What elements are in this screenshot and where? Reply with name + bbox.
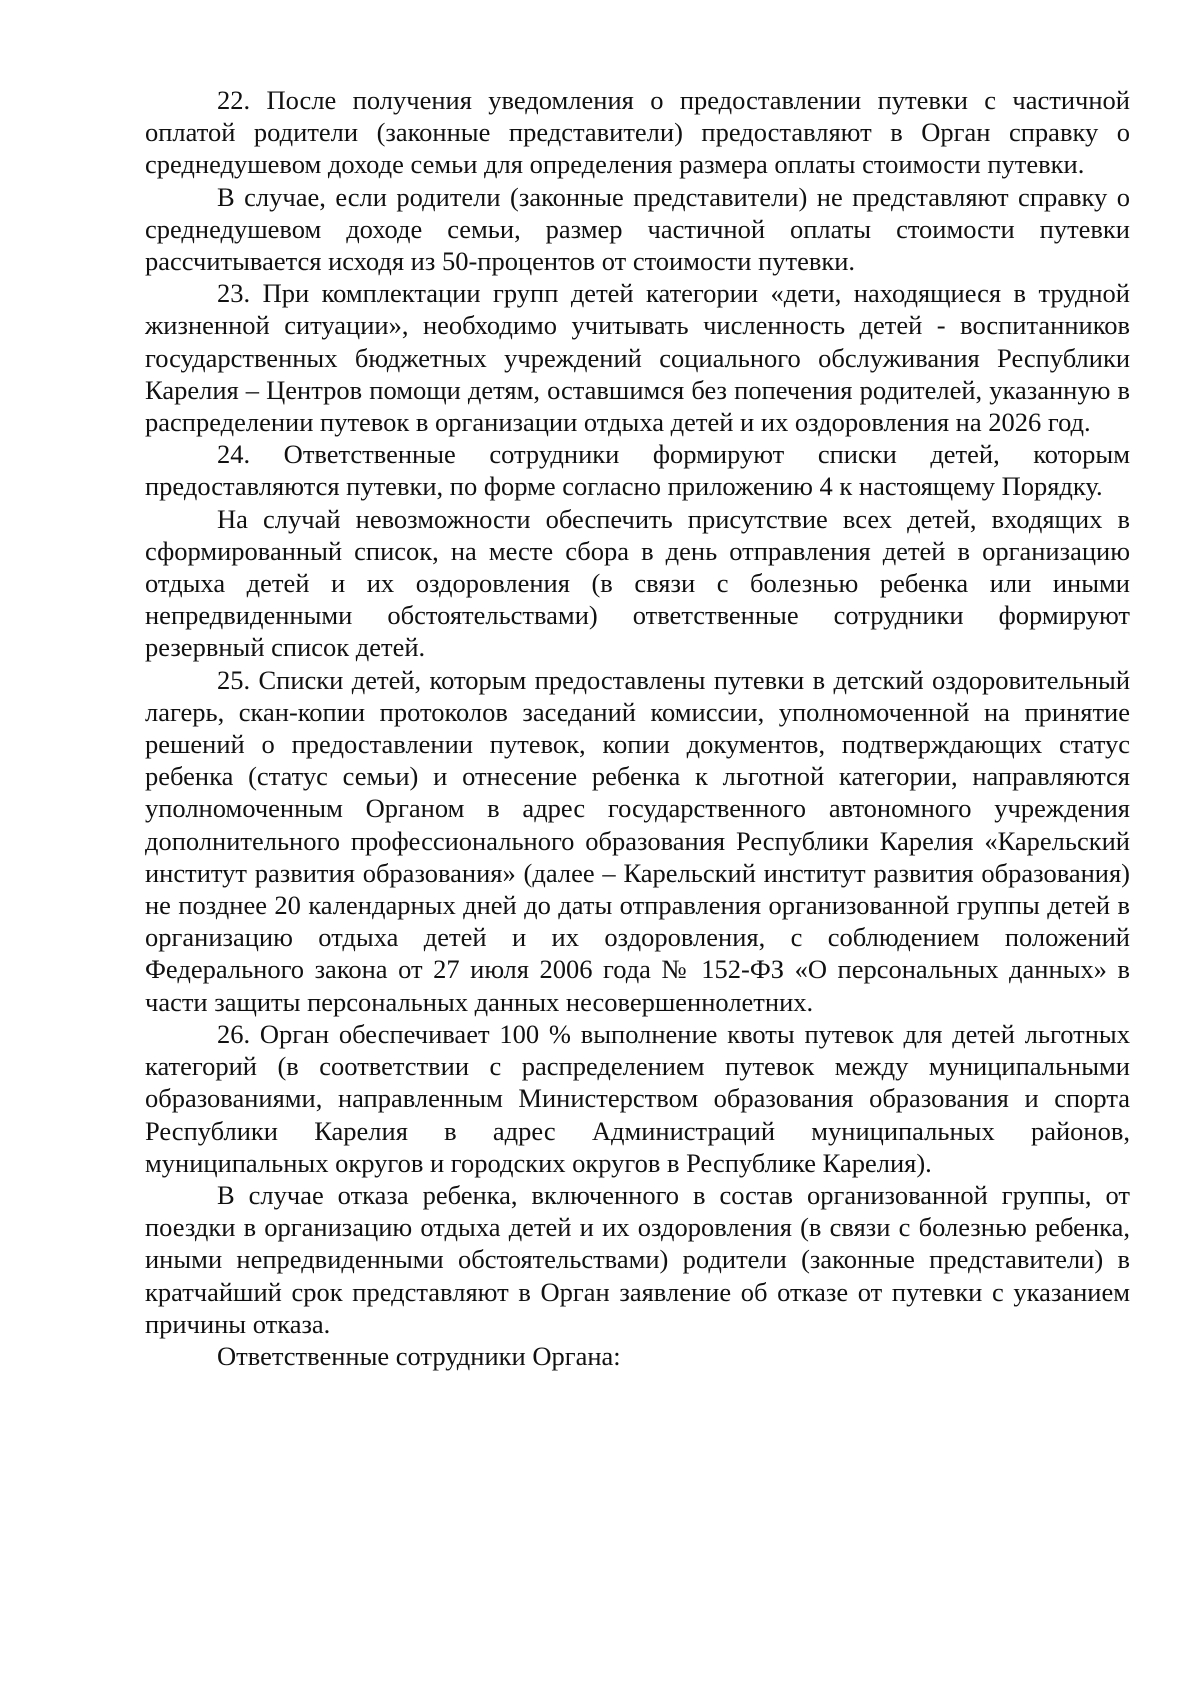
paragraph-24-reserve: На случай невозможности обеспечить присутствие всех детей, входящих в сформированный список, на месте сбора в день отправления детей в организацию отдыха детей и их оздоровления (в связи с болезнью ребенка или иными непредвиденными обстоятельствами) ответственные сотрудники формируют резервный список детей. [145,503,1130,663]
paragraph-26-staff: Ответственные сотрудники Органа: [217,1340,621,1371]
document-body [145,84,1130,1372]
paragraph-22: 22. После получения уведомления о предоставлении путевки с частичной оплатой родители (законные представители) предоставляют в Орган справку о среднедушевом доходе семьи для определения размера оплаты стоимости путевки. [145,85,1130,180]
paragraph-25: 25. Списки детей, которым предоставлены путевки в детский оздоровительный лагерь, скан-копии протоколов заседаний комиссии, уполномоченной на принятие решений о предоставлении путевок, копии документов, подтверждающих статус ребенка (статус семьи) и отнесение ребенка к льготной категории, направляются уполномоченным Органом в адрес государственного автономного учреждения дополнительного профессионального образования Республики Карелия «Карельский институт развития образования» (далее – Карельский институт развития образования) не позднее 20 календарных дней до даты отправления организованной группы детей в организацию отдыха детей и их оздоровления, с соблюдением положений Федерального закона от 27 июля 2006 года № 152-ФЗ «О персональных данных» в части защиты персональных данных несовершеннолетних. [145,664,1130,1017]
paragraph-23: 23. При комплектации групп детей категории «дети, находящиеся в трудной жизненной ситуации», необходимо учитывать численность детей - воспитанников государственных бюджетных учреждений социального обслуживания Республики Карелия – Центров помощи детям, оставшимся без попечения родителей, указанную в распределении путевок в организации отдыха детей и их оздоровления на 2026 год. [145,278,1130,438]
paragraph-26-refusal: В случае отказа ребенка, включенного в состав организованной группы, от поездки в организацию отдыха детей и их оздоровления (в связи с болезнью ребенка, иными непредвиденными обстоятельствами) родители (законные представители) в кратчайший срок представляют в Орган заявление об отказе от путевки с указанием причины отказа. [145,1179,1130,1339]
paragraph-22-note: В случае, если родители (законные представители) не представляют справку о среднедушевом доходе семьи, размер частичной оплаты стоимости путевки рассчитывается исходя из 50-процентов от стоимости путевки. [145,181,1130,277]
paragraph-26: 26. Орган обеспечивает 100 % выполнение квоты путевок для детей льготных категорий (в соответствии с распределением путевок между муниципальными образованиями, направленным Министерством образования образования и спорта Республики Карелия в адрес Администраций муниципальных районов, муниципальных округов и городских округов в Республике Карелия). [145,1018,1130,1178]
paragraph-24: 24. Ответственные сотрудники формируют списки детей, которым предоставляются путевки, по форме согласно приложению 4 к настоящему Порядку. [145,439,1130,502]
